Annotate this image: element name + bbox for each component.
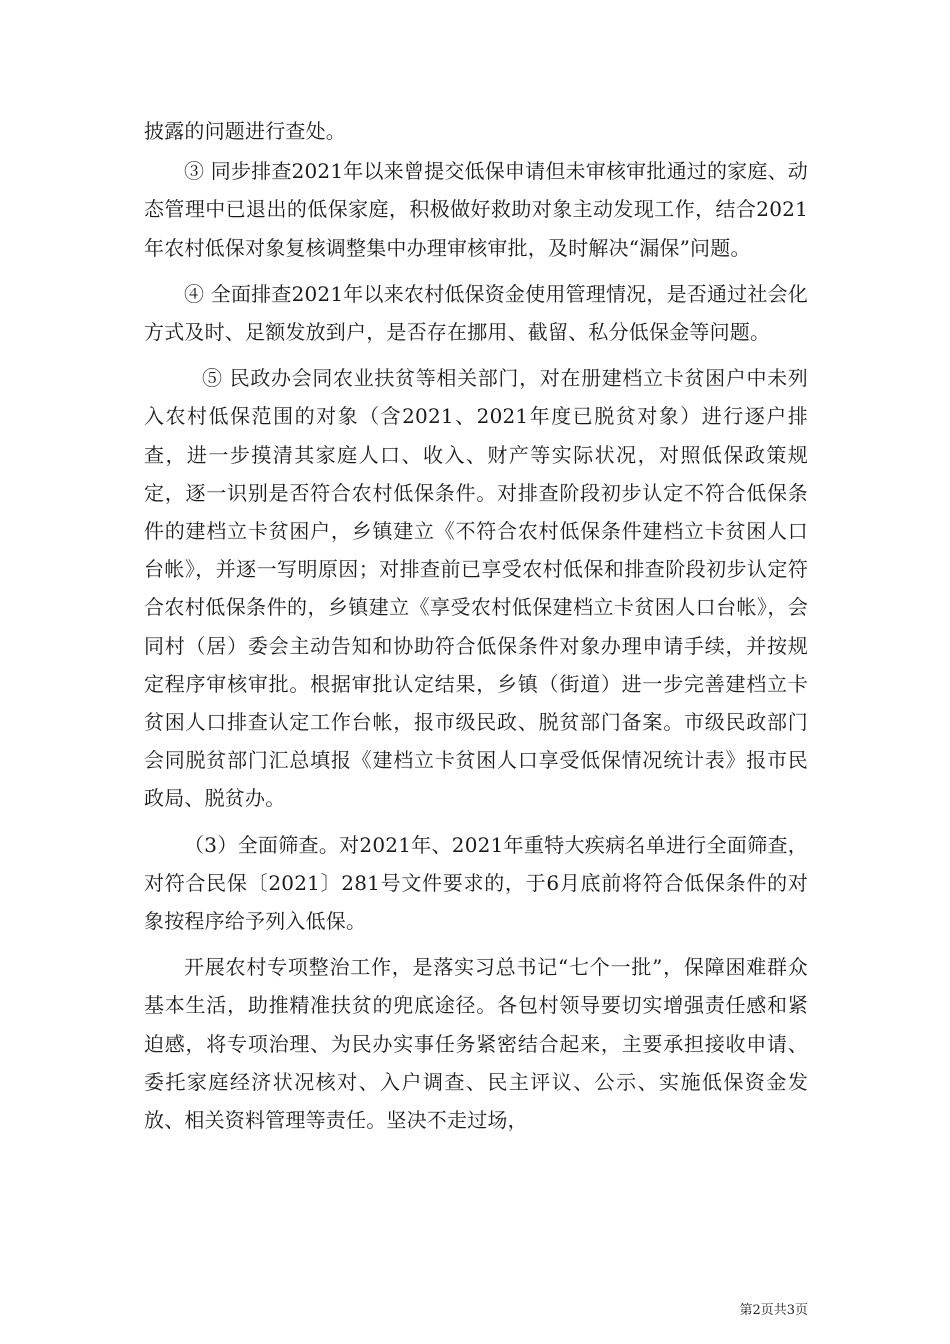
page-number: 第2页共3页 [739, 1303, 808, 1318]
paragraph-summary: 开展农村专项整治工作，是落实习总书记“七个一批”，保障困难群众基本生活，助推精准扶贫的兜底途径。各包村领导要切实增强责任感和紧迫感，将专项治理、为民办实事任务紧密结合起来，主要承担接收申请、委托家庭经济状况核对、入户调查、民主评议、公示、实施低保资金发放、相关资料管理等责任。坚决不走过场， [144, 955, 808, 1133]
paragraph-screening: （3）全面筛查。对2021年、2021年重特大疾病名单进行全面筛查，对符合民保〔2021〕281号文件要求的，于6月底前将符合低保条件的对象按程序给予列入低保。 [144, 832, 808, 934]
paragraph-item-3: ③ 同步排查2021年以来曾提交低保申请但未审核审批通过的家庭、动态管理中已退出的低保家庭，积极做好救助对象主动发现工作，结合2021年农村低保对象复核调整集中办理审核审批，及时解决“漏保”问题。 [144, 159, 808, 260]
paragraph-item-4: ④ 全面排查2021年以来农村低保资金使用管理情况，是否通过社会化方式及时、足额发放到户，是否存在挪用、截留、私分低保金等问题。 [144, 281, 808, 345]
paragraph-continuation: 披露的问题进行查处。 [144, 119, 346, 143]
document-body [144, 112, 808, 1147]
paragraph-item-5: ⑤ 民政办会同农业扶贫等相关部门，对在册建档立卡贫困户中未列入农村低保范围的对象（含2021、2021年度已脱贫对象）进行逐户排查，进一步摸清其家庭人口、收入、财产等实际状况，对照低保政策规定，逐一识别是否符合农村低保条件。对排查阶段初步认定不符合低保条件的建档立卡贫困户，乡镇建立《不符合农村低保条件建档立卡贫困人口台帐》，并逐一写明原因；对排查前已享受农村低保和排查阶段初步认定符合农村低保条件的，乡镇建立《享受农村低保建档立卡贫困人口台帐》，会同村（居）委会主动告知和协助符合低保条件对象办理申请手续，并按规定程序审核审批。根据审批认定结果，乡镇（街道）进一步完善建档立卡贫困人口排查认定工作台帐，报市级民政、脱贫部门备案。市级民政部门会同脱贫部门汇总填报《建档立卡贫困人口享受低保情况统计表》报市民政局、脱贫办。 [144, 366, 808, 811]
